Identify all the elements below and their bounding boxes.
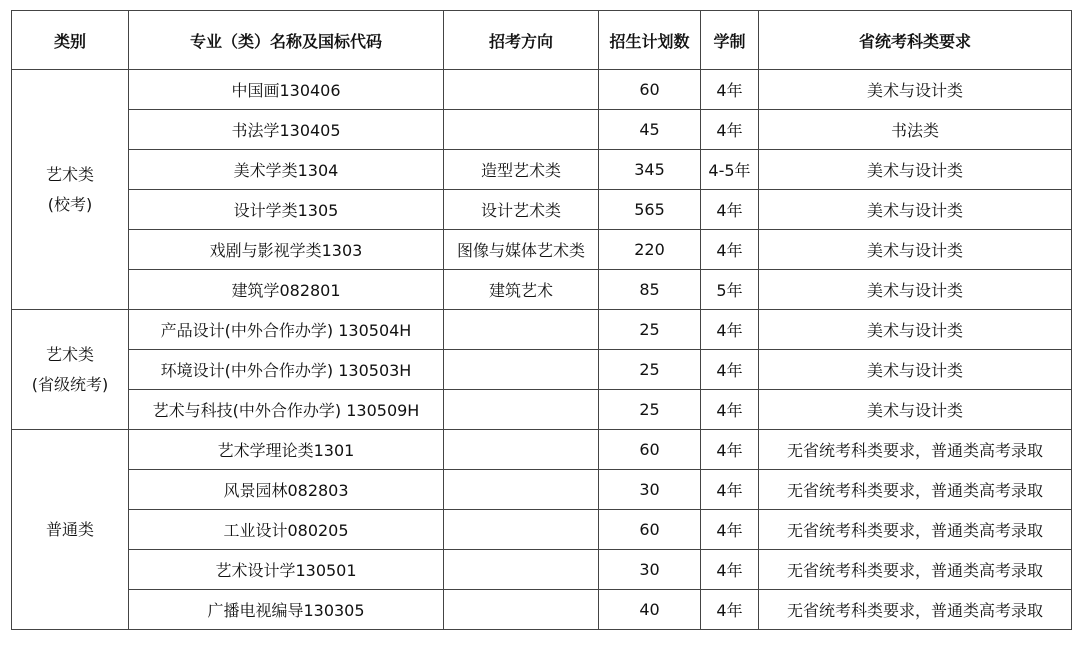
header-category: 类别 [12,11,129,70]
direction-cell [444,550,599,590]
category-label: 普通类 [45,519,94,539]
duration-cell: 4年 [701,110,759,150]
direction-cell: 图像与媒体艺术类 [444,230,599,270]
table-row [12,550,1072,590]
requirement-cell: 无省统考科类要求，普通类高考录取 [759,550,1072,590]
admission-plan-table [11,10,1072,630]
duration-cell: 5年 [701,270,759,310]
plan-cell: 30 [599,470,701,510]
table-row [12,270,1072,310]
major-cell: 工业设计080205 [129,510,444,550]
table-row [12,430,1072,470]
plan-cell: 220 [599,230,701,270]
table-row [12,470,1072,510]
plan-cell: 25 [599,390,701,430]
duration-cell: 4-5年 [701,150,759,190]
header-major: 专业（类）名称及国标代码 [129,11,444,70]
requirement-cell: 无省统考科类要求，普通类高考录取 [759,470,1072,510]
major-cell: 美术学类1304 [129,150,444,190]
category-cell [12,310,129,430]
major-cell: 环境设计(中外合作办学) 130503H [129,350,444,390]
table-body [12,70,1072,630]
direction-cell [444,310,599,350]
category-label: (省级统考) [31,374,109,394]
requirement-cell: 美术与设计类 [759,390,1072,430]
header-requirement: 省统考科类要求 [759,11,1072,70]
table-row [12,150,1072,190]
table-header-row [12,11,1072,70]
table-row [12,390,1072,430]
table-row [12,510,1072,550]
major-cell: 设计学类1305 [129,190,444,230]
plan-cell: 40 [599,590,701,630]
header-duration: 学制 [701,11,759,70]
requirement-cell: 美术与设计类 [759,230,1072,270]
plan-cell: 60 [599,70,701,110]
table-row [12,70,1072,110]
direction-cell: 建筑艺术 [444,270,599,310]
duration-cell: 4年 [701,430,759,470]
requirement-cell: 无省统考科类要求，普通类高考录取 [759,430,1072,470]
category-cell [12,70,129,310]
major-cell: 艺术学理论类1301 [129,430,444,470]
duration-cell: 4年 [701,550,759,590]
plan-cell: 30 [599,550,701,590]
header-plan: 招生计划数 [599,11,701,70]
duration-cell: 4年 [701,70,759,110]
plan-cell: 565 [599,190,701,230]
requirement-cell: 无省统考科类要求，普通类高考录取 [759,510,1072,550]
direction-cell [444,70,599,110]
plan-cell: 25 [599,310,701,350]
table-row [12,110,1072,150]
major-cell: 戏剧与影视学类1303 [129,230,444,270]
duration-cell: 4年 [701,510,759,550]
direction-cell [444,110,599,150]
requirement-cell: 美术与设计类 [759,270,1072,310]
requirement-cell: 美术与设计类 [759,150,1072,190]
direction-cell [444,390,599,430]
table-row [12,310,1072,350]
duration-cell: 4年 [701,350,759,390]
plan-cell: 60 [599,510,701,550]
direction-cell [444,470,599,510]
category-cell [12,430,129,630]
plan-cell: 45 [599,110,701,150]
requirement-cell: 美术与设计类 [759,310,1072,350]
duration-cell: 4年 [701,230,759,270]
direction-cell: 设计艺术类 [444,190,599,230]
requirement-cell: 美术与设计类 [759,350,1072,390]
duration-cell: 4年 [701,390,759,430]
major-cell: 艺术设计学130501 [129,550,444,590]
category-label: 艺术类 [45,164,94,184]
duration-cell: 4年 [701,470,759,510]
table-row [12,590,1072,630]
requirement-cell: 美术与设计类 [759,70,1072,110]
table-row [12,230,1072,270]
category-label: 艺术类 [45,344,94,364]
direction-cell [444,590,599,630]
category-label: (校考) [47,194,93,214]
major-cell: 风景园林082803 [129,470,444,510]
major-cell: 书法学130405 [129,110,444,150]
plan-cell: 85 [599,270,701,310]
requirement-cell: 美术与设计类 [759,190,1072,230]
duration-cell: 4年 [701,590,759,630]
table-row [12,190,1072,230]
major-cell: 艺术与科技(中外合作办学) 130509H [129,390,444,430]
header-direction: 招考方向 [444,11,599,70]
duration-cell: 4年 [701,310,759,350]
major-cell: 广播电视编导130305 [129,590,444,630]
major-cell: 中国画130406 [129,70,444,110]
requirement-cell: 书法类 [759,110,1072,150]
requirement-cell: 无省统考科类要求，普通类高考录取 [759,590,1072,630]
table-row [12,350,1072,390]
direction-cell [444,510,599,550]
direction-cell [444,430,599,470]
plan-cell: 345 [599,150,701,190]
duration-cell: 4年 [701,190,759,230]
plan-cell: 60 [599,430,701,470]
direction-cell: 造型艺术类 [444,150,599,190]
major-cell: 建筑学082801 [129,270,444,310]
major-cell: 产品设计(中外合作办学) 130504H [129,310,444,350]
plan-cell: 25 [599,350,701,390]
direction-cell [444,350,599,390]
